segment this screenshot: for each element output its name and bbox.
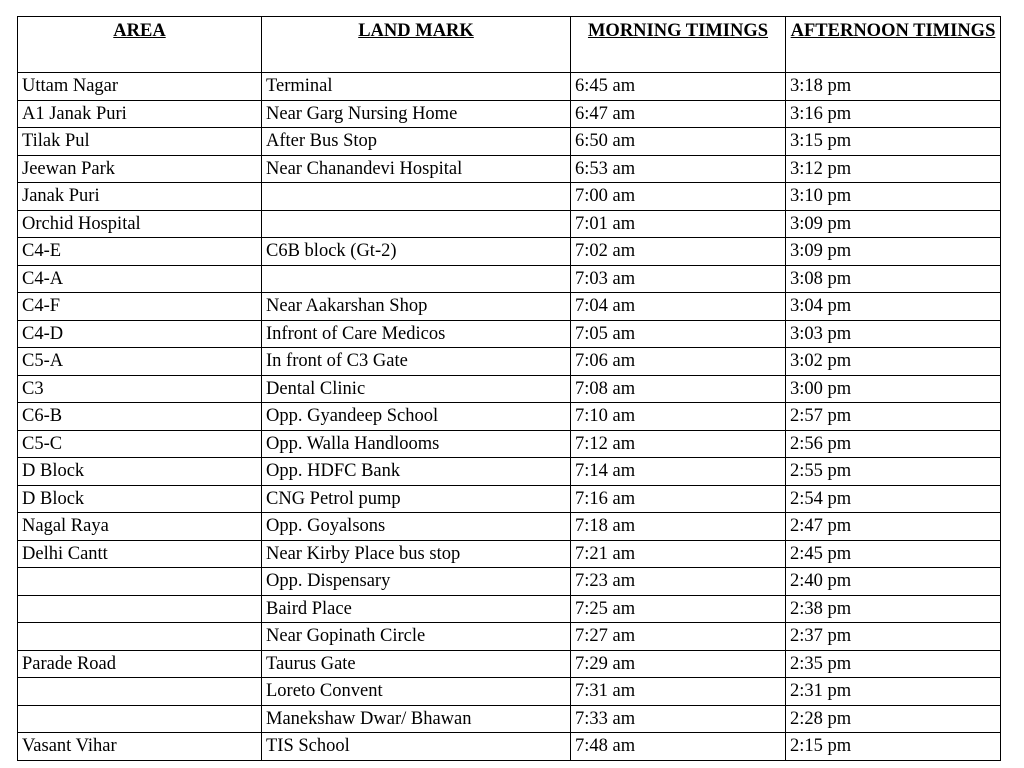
table-row [18, 540, 1001, 568]
table-row [18, 458, 1001, 486]
landmark-cell: Loreto Convent [262, 678, 571, 706]
morning-time-cell: 7:48 am [571, 733, 786, 761]
area-cell: C5-C [18, 430, 262, 458]
morning-time-cell: 6:47 am [571, 100, 786, 128]
morning-time-cell: 7:00 am [571, 183, 786, 211]
afternoon-time-cell: 2:28 pm [786, 705, 1001, 733]
area-cell [18, 705, 262, 733]
afternoon-time-cell: 3:15 pm [786, 128, 1001, 156]
landmark-cell [262, 210, 571, 238]
table-row [18, 265, 1001, 293]
area-cell: Tilak Pul [18, 128, 262, 156]
afternoon-time-cell: 3:04 pm [786, 293, 1001, 321]
afternoon-time-cell: 3:18 pm [786, 73, 1001, 101]
area-cell: C3 [18, 375, 262, 403]
area-cell: Delhi Cantt [18, 540, 262, 568]
area-cell: D Block [18, 458, 262, 486]
table-row [18, 210, 1001, 238]
landmark-cell: Opp. Walla Handlooms [262, 430, 571, 458]
afternoon-time-cell: 3:09 pm [786, 210, 1001, 238]
table-row [18, 100, 1001, 128]
header-landmark: LAND MARK [262, 17, 571, 73]
table-row [18, 568, 1001, 596]
afternoon-time-cell: 3:00 pm [786, 375, 1001, 403]
afternoon-time-cell: 2:31 pm [786, 678, 1001, 706]
area-cell: C4-A [18, 265, 262, 293]
landmark-cell [262, 183, 571, 211]
morning-time-cell: 6:50 am [571, 128, 786, 156]
afternoon-time-cell: 2:47 pm [786, 513, 1001, 541]
afternoon-time-cell: 2:57 pm [786, 403, 1001, 431]
table-row [18, 183, 1001, 211]
area-cell: Nagal Raya [18, 513, 262, 541]
table-row [18, 73, 1001, 101]
morning-time-cell: 7:25 am [571, 595, 786, 623]
afternoon-time-cell: 2:40 pm [786, 568, 1001, 596]
area-cell [18, 623, 262, 651]
morning-time-cell: 7:29 am [571, 650, 786, 678]
area-cell: Uttam Nagar [18, 73, 262, 101]
table-row [18, 320, 1001, 348]
afternoon-time-cell: 3:09 pm [786, 238, 1001, 266]
landmark-cell: Infront of Care Medicos [262, 320, 571, 348]
table-row [18, 705, 1001, 733]
afternoon-time-cell: 2:37 pm [786, 623, 1001, 651]
table-row [18, 733, 1001, 761]
afternoon-time-cell: 3:12 pm [786, 155, 1001, 183]
morning-time-cell: 7:08 am [571, 375, 786, 403]
header-area: AREA [18, 17, 262, 73]
morning-time-cell: 7:21 am [571, 540, 786, 568]
afternoon-time-cell: 2:45 pm [786, 540, 1001, 568]
afternoon-time-cell: 2:55 pm [786, 458, 1001, 486]
landmark-cell: Terminal [262, 73, 571, 101]
landmark-cell: Opp. Goyalsons [262, 513, 571, 541]
morning-time-cell: 7:27 am [571, 623, 786, 651]
area-cell: Jeewan Park [18, 155, 262, 183]
landmark-cell: Near Garg Nursing Home [262, 100, 571, 128]
table-row [18, 375, 1001, 403]
afternoon-time-cell: 2:56 pm [786, 430, 1001, 458]
landmark-cell: Near Aakarshan Shop [262, 293, 571, 321]
afternoon-time-cell: 2:35 pm [786, 650, 1001, 678]
table-row [18, 678, 1001, 706]
landmark-cell: After Bus Stop [262, 128, 571, 156]
table-row [18, 155, 1001, 183]
landmark-cell: Opp. Gyandeep School [262, 403, 571, 431]
afternoon-time-cell: 3:10 pm [786, 183, 1001, 211]
morning-time-cell: 7:12 am [571, 430, 786, 458]
area-cell: Orchid Hospital [18, 210, 262, 238]
header-morning-timings: MORNING TIMINGS [571, 17, 786, 73]
landmark-cell: Manekshaw Dwar/ Bhawan [262, 705, 571, 733]
landmark-cell: CNG Petrol pump [262, 485, 571, 513]
table-body [18, 73, 1001, 761]
afternoon-time-cell: 3:03 pm [786, 320, 1001, 348]
landmark-cell: Near Gopinath Circle [262, 623, 571, 651]
landmark-cell [262, 265, 571, 293]
area-cell: D Block [18, 485, 262, 513]
morning-time-cell: 7:18 am [571, 513, 786, 541]
area-cell: Janak Puri [18, 183, 262, 211]
morning-time-cell: 7:06 am [571, 348, 786, 376]
header-row [18, 17, 1001, 73]
area-cell [18, 568, 262, 596]
landmark-cell: Opp. Dispensary [262, 568, 571, 596]
area-cell: Vasant Vihar [18, 733, 262, 761]
afternoon-time-cell: 2:15 pm [786, 733, 1001, 761]
morning-time-cell: 7:10 am [571, 403, 786, 431]
morning-time-cell: 7:16 am [571, 485, 786, 513]
landmark-cell: Dental Clinic [262, 375, 571, 403]
morning-time-cell: 7:04 am [571, 293, 786, 321]
table-row [18, 595, 1001, 623]
landmark-cell: C6B block (Gt-2) [262, 238, 571, 266]
morning-time-cell: 7:14 am [571, 458, 786, 486]
morning-time-cell: 7:33 am [571, 705, 786, 733]
table-row [18, 430, 1001, 458]
afternoon-time-cell: 3:02 pm [786, 348, 1001, 376]
afternoon-time-cell: 3:16 pm [786, 100, 1001, 128]
morning-time-cell: 7:31 am [571, 678, 786, 706]
landmark-cell: TIS School [262, 733, 571, 761]
landmark-cell: Near Chanandevi Hospital [262, 155, 571, 183]
afternoon-time-cell: 2:54 pm [786, 485, 1001, 513]
table-row [18, 128, 1001, 156]
area-cell: Parade Road [18, 650, 262, 678]
landmark-cell: Opp. HDFC Bank [262, 458, 571, 486]
landmark-cell: Taurus Gate [262, 650, 571, 678]
table-row [18, 293, 1001, 321]
area-cell [18, 595, 262, 623]
table-row [18, 403, 1001, 431]
morning-time-cell: 6:45 am [571, 73, 786, 101]
area-cell: C5-A [18, 348, 262, 376]
table-row [18, 348, 1001, 376]
morning-time-cell: 7:05 am [571, 320, 786, 348]
table-row [18, 513, 1001, 541]
morning-time-cell: 7:02 am [571, 238, 786, 266]
table-row [18, 238, 1001, 266]
table-row [18, 650, 1001, 678]
table-header [18, 17, 1001, 73]
table-row [18, 623, 1001, 651]
landmark-cell: Baird Place [262, 595, 571, 623]
landmark-cell: Near Kirby Place bus stop [262, 540, 571, 568]
afternoon-time-cell: 2:38 pm [786, 595, 1001, 623]
landmark-cell: In front of C3 Gate [262, 348, 571, 376]
header-afternoon-timings: AFTERNOON TIMINGS [786, 17, 1001, 73]
table-row [18, 485, 1001, 513]
area-cell [18, 678, 262, 706]
area-cell: C4-E [18, 238, 262, 266]
area-cell: C6-B [18, 403, 262, 431]
area-cell: C4-D [18, 320, 262, 348]
morning-time-cell: 7:23 am [571, 568, 786, 596]
morning-time-cell: 7:03 am [571, 265, 786, 293]
area-cell: C4-F [18, 293, 262, 321]
morning-time-cell: 7:01 am [571, 210, 786, 238]
afternoon-time-cell: 3:08 pm [786, 265, 1001, 293]
morning-time-cell: 6:53 am [571, 155, 786, 183]
area-cell: A1 Janak Puri [18, 100, 262, 128]
bus-schedule-table [17, 16, 1001, 761]
